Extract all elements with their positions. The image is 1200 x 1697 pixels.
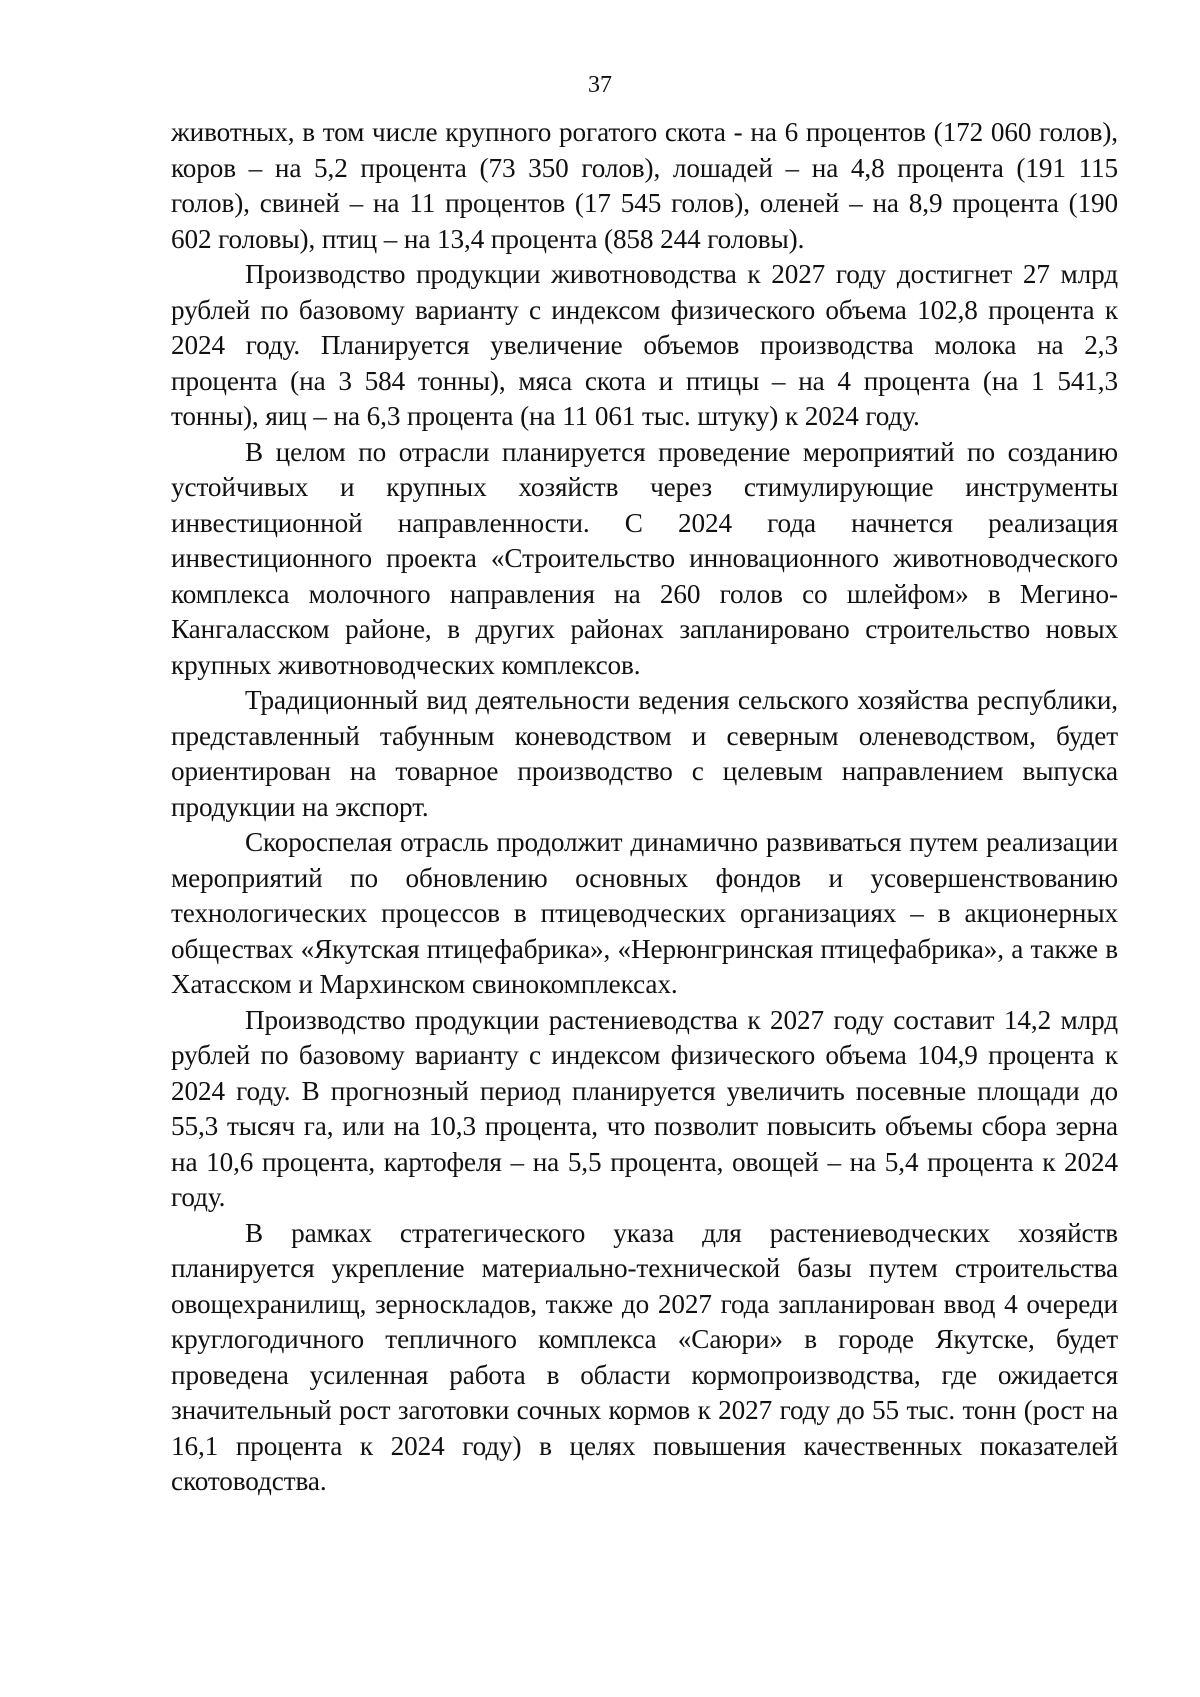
- paragraph-crop-production: Производство продукции растениеводства к 2027 году составит 14,2 млрд рублей по базовому варианту с индексом физического объема 104,9 процента к 2024 году. В прогнозный период планируется увеличить посевные площади до 55,3 тысяч га, или на 10,3 процента, что позволит повысить объемы сбора зерна на 10,6 процента, картофеля – на 5,5 процента, овощей – на 5,4 процента к 2024 году.: [171, 1004, 1118, 1212]
- paragraph-poultry-pig-farming: Скороспелая отрасль продолжит динамично развиваться путем реализации мероприятий по обновлению основных фондов и усовершенствованию технологических процессов в птицеводческих организациях – в акционерных обществах «Якутская птицефабрика», «Нерюнгринская птицефабрика», а также в Хатасском и Мархинском свинокомплексах.: [171, 827, 1118, 999]
- paragraph-livestock-production: Производство продукции животноводства к 2027 году достигнет 27 млрд рублей по базовому варианту с индексом физического объема 102,8 процента к 2024 году. Планируется увеличение объемов производства молока на 2,3 процента (на 3 584 тонны), мяса скота и птицы – на 4 процента (на 1 541,3 тонны), яиц – на 6,3 процента (на 11 061 тыс. штуку) к 2024 году.: [171, 259, 1118, 431]
- page-number: 37: [588, 72, 612, 98]
- body-text: [171, 115, 1118, 1500]
- paragraph-livestock-numbers: животных, в том числе крупного рогатого скота - на 6 процентов (172 060 голов), коров – на 5,2 процента (73 350 голов), лошадей – на 4,8 процента (191 115 голов), свиней – на 11 процентов (17 545 голов), оленей – на 8,9 процента (190 602 головы), птиц – на 13,4 процента (858 244 головы).: [171, 117, 1118, 254]
- paragraph-strategic-decree: В рамках стратегического указа для растениеводческих хозяйств планируется укрепление материально-технической базы путем строительства овощехранилищ, зерноскладов, также до 2027 года запланирован ввод 4 очереди круглогодичного тепличного комплекса «Саюри» в городе Якутске, будет проведена усиленная работа в области кормопроизводства, где ожидается значительный рост заготовки сочных кормов к 2027 году до 55 тыс. тонн (рост на 16,1 процента к 2024 году) в целях повышения качественных показателей скотоводства.: [171, 1217, 1118, 1496]
- paragraph-industry-measures: В целом по отрасли планируется проведение мероприятий по созданию устойчивых и крупных хозяйств через стимулирующие инструменты инвестиционной направленности. С 2024 года начнется реализация инвестиционного проекта «Строительство инновационного животноводческого комплекса молочного направления на 260 голов со шлейфом» в Мегино-Кангаласском районе, в других районах запланировано строительство новых крупных животноводческих комплексов.: [171, 436, 1118, 680]
- paragraph-traditional-activity: Традиционный вид деятельности ведения сельского хозяйства республики, представленный табунным коневодством и северным оленеводством, будет ориентирован на товарное производство с целевым направлением выпуска продукции на экспорт.: [171, 685, 1118, 822]
